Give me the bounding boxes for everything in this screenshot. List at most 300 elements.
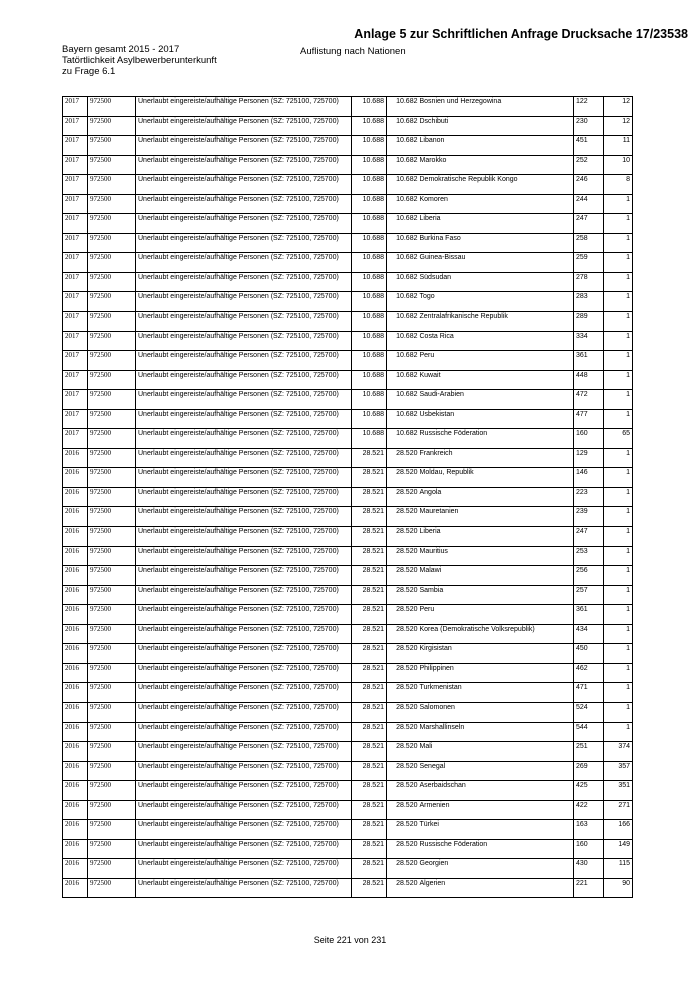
- cell-code: 972500: [88, 331, 136, 351]
- cell-cases: 10.682: [387, 253, 419, 273]
- cell-year: 2017: [63, 409, 88, 429]
- cell-code: 972500: [88, 253, 136, 273]
- table-row: [63, 468, 633, 488]
- table-row: [63, 605, 633, 625]
- cell-nation: Liberia: [419, 527, 574, 547]
- cell-nation: Marshallinseln: [419, 722, 574, 742]
- cell-code: 972500: [88, 155, 136, 175]
- cell-nation: Mauritius: [419, 546, 574, 566]
- cell-cases: 10.682: [387, 390, 419, 410]
- cell-nation: Korea (Demokratische Volksrepublik): [419, 624, 574, 644]
- cell-count: 12: [604, 97, 633, 117]
- table-row: [63, 429, 633, 449]
- cell-nation: Armenien: [419, 800, 574, 820]
- table-row: [63, 878, 633, 898]
- cell-count: 8: [604, 175, 633, 195]
- cell-total-cases: 28.521: [352, 468, 387, 488]
- cell-offense: Unerlaubt eingereiste/aufhältige Personen (SZ: 725100, 725700): [136, 116, 352, 136]
- cell-year: 2017: [63, 233, 88, 253]
- cell-count: 1: [604, 312, 633, 332]
- cell-nation: Malawi: [419, 566, 574, 586]
- cell-code: 972500: [88, 722, 136, 742]
- table-row: [63, 272, 633, 292]
- cell-year: 2016: [63, 585, 88, 605]
- cell-offense: Unerlaubt eingereiste/aufhältige Personen (SZ: 725100, 725700): [136, 800, 352, 820]
- cell-nation-code: 258: [574, 233, 604, 253]
- cell-offense: Unerlaubt eingereiste/aufhältige Personen (SZ: 725100, 725700): [136, 507, 352, 527]
- cell-nation: Russische Föderation: [419, 839, 574, 859]
- cell-code: 972500: [88, 820, 136, 840]
- table-row: [63, 214, 633, 234]
- cell-cases: 10.682: [387, 370, 419, 390]
- cell-cases: 28.520: [387, 722, 419, 742]
- table-row: [63, 448, 633, 468]
- cell-nation-code: 259: [574, 253, 604, 273]
- cell-year: 2016: [63, 702, 88, 722]
- cell-nation: Südsudan: [419, 272, 574, 292]
- cell-code: 972500: [88, 507, 136, 527]
- cell-count: 1: [604, 351, 633, 371]
- cell-nation: Mauretanien: [419, 507, 574, 527]
- cell-year: 2017: [63, 292, 88, 312]
- cell-nation: Dschibuti: [419, 116, 574, 136]
- cell-code: 972500: [88, 351, 136, 371]
- cell-nation: Algerien: [419, 878, 574, 898]
- cell-year: 2016: [63, 566, 88, 586]
- cell-nation-code: 471: [574, 683, 604, 703]
- cell-offense: Unerlaubt eingereiste/aufhältige Personen (SZ: 725100, 725700): [136, 233, 352, 253]
- table-row: [63, 546, 633, 566]
- table-row: [63, 702, 633, 722]
- cell-offense: Unerlaubt eingereiste/aufhältige Personen (SZ: 725100, 725700): [136, 292, 352, 312]
- cell-offense: Unerlaubt eingereiste/aufhältige Personen (SZ: 725100, 725700): [136, 820, 352, 840]
- cell-count: 1: [604, 507, 633, 527]
- cell-nation-code: 472: [574, 390, 604, 410]
- cell-code: 972500: [88, 878, 136, 898]
- cell-nation-code: 257: [574, 585, 604, 605]
- table-row: [63, 800, 633, 820]
- cell-offense: Unerlaubt eingereiste/aufhältige Personen (SZ: 725100, 725700): [136, 136, 352, 156]
- cell-count: 1: [604, 370, 633, 390]
- cell-nation-code: 146: [574, 468, 604, 488]
- cell-code: 972500: [88, 624, 136, 644]
- cell-count: 11: [604, 136, 633, 156]
- cell-code: 972500: [88, 312, 136, 332]
- cell-cases: 10.682: [387, 116, 419, 136]
- cell-total-cases: 10.688: [352, 253, 387, 273]
- cell-count: 1: [604, 409, 633, 429]
- cell-year: 2016: [63, 742, 88, 762]
- cell-offense: Unerlaubt eingereiste/aufhältige Personen (SZ: 725100, 725700): [136, 175, 352, 195]
- cell-code: 972500: [88, 409, 136, 429]
- cell-code: 972500: [88, 429, 136, 449]
- cell-total-cases: 10.688: [352, 390, 387, 410]
- cell-cases: 10.682: [387, 214, 419, 234]
- cell-year: 2017: [63, 155, 88, 175]
- table-row: [63, 331, 633, 351]
- cell-total-cases: 10.688: [352, 155, 387, 175]
- page-number: Seite 221 von 231: [313, 935, 387, 945]
- table-row: [63, 644, 633, 664]
- table-row: [63, 155, 633, 175]
- cell-nation-code: 422: [574, 800, 604, 820]
- cell-year: 2016: [63, 761, 88, 781]
- cell-total-cases: 10.688: [352, 370, 387, 390]
- cell-cases: 28.520: [387, 624, 419, 644]
- cell-cases: 10.682: [387, 312, 419, 332]
- cell-total-cases: 10.688: [352, 292, 387, 312]
- cell-cases: 28.520: [387, 683, 419, 703]
- cell-nation-code: 122: [574, 97, 604, 117]
- cell-total-cases: 10.688: [352, 116, 387, 136]
- cell-nation-code: 246: [574, 175, 604, 195]
- cell-cases: 28.520: [387, 605, 419, 625]
- cell-year: 2016: [63, 644, 88, 664]
- cell-cases: 28.520: [387, 448, 419, 468]
- cell-year: 2016: [63, 839, 88, 859]
- cell-code: 972500: [88, 272, 136, 292]
- table-body: [63, 97, 633, 898]
- cell-year: 2016: [63, 507, 88, 527]
- cell-nation: Peru: [419, 351, 574, 371]
- table-row: [63, 527, 633, 547]
- table-row: [63, 839, 633, 859]
- table-row: [63, 292, 633, 312]
- cell-offense: Unerlaubt eingereiste/aufhältige Personen (SZ: 725100, 725700): [136, 566, 352, 586]
- table-row: [63, 116, 633, 136]
- cell-year: 2016: [63, 820, 88, 840]
- cell-count: 1: [604, 663, 633, 683]
- cell-nation-code: 129: [574, 448, 604, 468]
- cell-code: 972500: [88, 136, 136, 156]
- cell-cases: 10.682: [387, 175, 419, 195]
- cell-nation-code: 163: [574, 820, 604, 840]
- cell-code: 972500: [88, 214, 136, 234]
- cell-total-cases: 10.688: [352, 312, 387, 332]
- cell-year: 2016: [63, 468, 88, 488]
- table-row: [63, 859, 633, 879]
- cell-code: 972500: [88, 742, 136, 762]
- cell-total-cases: 10.688: [352, 194, 387, 214]
- cell-cases: 10.682: [387, 155, 419, 175]
- cell-nation: Kirgisistan: [419, 644, 574, 664]
- cell-count: 374: [604, 742, 633, 762]
- cell-total-cases: 10.688: [352, 233, 387, 253]
- cell-code: 972500: [88, 781, 136, 801]
- cell-total-cases: 28.521: [352, 585, 387, 605]
- cell-nation-code: 462: [574, 663, 604, 683]
- cell-count: 12: [604, 116, 633, 136]
- cell-cases: 28.520: [387, 507, 419, 527]
- cell-cases: 10.682: [387, 351, 419, 371]
- cell-nation: Russische Föderation: [419, 429, 574, 449]
- cell-year: 2016: [63, 546, 88, 566]
- cell-nation-code: 269: [574, 761, 604, 781]
- cell-year: 2017: [63, 175, 88, 195]
- cell-count: 1: [604, 566, 633, 586]
- cell-offense: Unerlaubt eingereiste/aufhältige Personen (SZ: 725100, 725700): [136, 702, 352, 722]
- cell-total-cases: 10.688: [352, 175, 387, 195]
- cell-offense: Unerlaubt eingereiste/aufhältige Personen (SZ: 725100, 725700): [136, 722, 352, 742]
- cell-count: 166: [604, 820, 633, 840]
- cell-year: 2017: [63, 116, 88, 136]
- cell-nation-code: 252: [574, 155, 604, 175]
- cell-code: 972500: [88, 194, 136, 214]
- cell-offense: Unerlaubt eingereiste/aufhältige Personen (SZ: 725100, 725700): [136, 683, 352, 703]
- cell-offense: Unerlaubt eingereiste/aufhältige Personen (SZ: 725100, 725700): [136, 742, 352, 762]
- cell-offense: Unerlaubt eingereiste/aufhältige Personen (SZ: 725100, 725700): [136, 155, 352, 175]
- cell-cases: 28.520: [387, 487, 419, 507]
- cell-total-cases: 10.688: [352, 429, 387, 449]
- cell-cases: 28.520: [387, 663, 419, 683]
- cell-offense: Unerlaubt eingereiste/aufhältige Personen (SZ: 725100, 725700): [136, 214, 352, 234]
- cell-code: 972500: [88, 605, 136, 625]
- cell-nation-code: 434: [574, 624, 604, 644]
- cell-offense: Unerlaubt eingereiste/aufhältige Personen (SZ: 725100, 725700): [136, 761, 352, 781]
- table-row: [63, 742, 633, 762]
- cell-nation: Demokratische Republik Kongo: [419, 175, 574, 195]
- table-row: [63, 566, 633, 586]
- cell-offense: Unerlaubt eingereiste/aufhältige Personen (SZ: 725100, 725700): [136, 331, 352, 351]
- cell-total-cases: 28.521: [352, 781, 387, 801]
- cell-nation: Usbekistan: [419, 409, 574, 429]
- table-row: [63, 233, 633, 253]
- cell-nation: Salomonen: [419, 702, 574, 722]
- cell-nation-code: 247: [574, 527, 604, 547]
- cell-count: 1: [604, 605, 633, 625]
- cell-year: 2016: [63, 487, 88, 507]
- cell-nation-code: 160: [574, 429, 604, 449]
- table-row: [63, 136, 633, 156]
- cell-code: 972500: [88, 859, 136, 879]
- cell-total-cases: 28.521: [352, 487, 387, 507]
- cell-offense: Unerlaubt eingereiste/aufhältige Personen (SZ: 725100, 725700): [136, 429, 352, 449]
- cell-total-cases: 10.688: [352, 136, 387, 156]
- cell-cases: 10.682: [387, 331, 419, 351]
- cell-offense: Unerlaubt eingereiste/aufhältige Personen (SZ: 725100, 725700): [136, 468, 352, 488]
- cell-cases: 28.520: [387, 566, 419, 586]
- cell-nation: Türkei: [419, 820, 574, 840]
- cell-cases: 28.520: [387, 839, 419, 859]
- cell-year: 2016: [63, 800, 88, 820]
- cell-total-cases: 28.521: [352, 820, 387, 840]
- cell-cases: 28.520: [387, 546, 419, 566]
- cell-code: 972500: [88, 448, 136, 468]
- cell-year: 2016: [63, 624, 88, 644]
- cell-cases: 28.520: [387, 781, 419, 801]
- cell-count: 1: [604, 468, 633, 488]
- cell-nation: Libanon: [419, 136, 574, 156]
- cell-count: 1: [604, 214, 633, 234]
- subtitle-line-3: zu Frage 6.1: [62, 66, 116, 77]
- cell-nation: Komoren: [419, 194, 574, 214]
- cell-nation-code: 334: [574, 331, 604, 351]
- cell-cases: 28.520: [387, 468, 419, 488]
- cell-total-cases: 28.521: [352, 566, 387, 586]
- cell-total-cases: 28.521: [352, 527, 387, 547]
- cell-total-cases: 28.521: [352, 839, 387, 859]
- cell-nation-code: 247: [574, 214, 604, 234]
- cell-cases: 10.682: [387, 409, 419, 429]
- nations-table: [62, 96, 633, 898]
- cell-offense: Unerlaubt eingereiste/aufhältige Personen (SZ: 725100, 725700): [136, 781, 352, 801]
- cell-cases: 28.520: [387, 878, 419, 898]
- cell-cases: 28.520: [387, 644, 419, 664]
- cell-offense: Unerlaubt eingereiste/aufhältige Personen (SZ: 725100, 725700): [136, 839, 352, 859]
- table-row: [63, 175, 633, 195]
- table-row: [63, 507, 633, 527]
- cell-cases: 10.682: [387, 292, 419, 312]
- cell-year: 2017: [63, 253, 88, 273]
- cell-count: 149: [604, 839, 633, 859]
- cell-nation: Costa Rica: [419, 331, 574, 351]
- cell-count: 65: [604, 429, 633, 449]
- cell-year: 2017: [63, 97, 88, 117]
- cell-nation: Peru: [419, 605, 574, 625]
- cell-total-cases: 10.688: [352, 214, 387, 234]
- cell-year: 2017: [63, 351, 88, 371]
- cell-nation: Marokko: [419, 155, 574, 175]
- cell-code: 972500: [88, 663, 136, 683]
- cell-code: 972500: [88, 97, 136, 117]
- cell-code: 972500: [88, 390, 136, 410]
- cell-count: 1: [604, 272, 633, 292]
- cell-nation: Angola: [419, 487, 574, 507]
- cell-nation-code: 244: [574, 194, 604, 214]
- cell-year: 2017: [63, 136, 88, 156]
- cell-offense: Unerlaubt eingereiste/aufhältige Personen (SZ: 725100, 725700): [136, 194, 352, 214]
- cell-offense: Unerlaubt eingereiste/aufhältige Personen (SZ: 725100, 725700): [136, 351, 352, 371]
- cell-cases: 28.520: [387, 859, 419, 879]
- cell-year: 2016: [63, 722, 88, 742]
- cell-count: 1: [604, 624, 633, 644]
- cell-offense: Unerlaubt eingereiste/aufhältige Personen (SZ: 725100, 725700): [136, 546, 352, 566]
- cell-nation-code: 451: [574, 136, 604, 156]
- cell-nation: Turkmenistan: [419, 683, 574, 703]
- cell-total-cases: 28.521: [352, 859, 387, 879]
- cell-total-cases: 10.688: [352, 97, 387, 117]
- cell-year: 2017: [63, 312, 88, 332]
- cell-nation: Philippinen: [419, 663, 574, 683]
- cell-count: 1: [604, 487, 633, 507]
- cell-code: 972500: [88, 683, 136, 703]
- cell-offense: Unerlaubt eingereiste/aufhältige Personen (SZ: 725100, 725700): [136, 605, 352, 625]
- cell-code: 972500: [88, 585, 136, 605]
- cell-cases: 10.682: [387, 194, 419, 214]
- cell-offense: Unerlaubt eingereiste/aufhältige Personen (SZ: 725100, 725700): [136, 370, 352, 390]
- cell-year: 2017: [63, 214, 88, 234]
- table-row: [63, 97, 633, 117]
- cell-code: 972500: [88, 487, 136, 507]
- cell-offense: Unerlaubt eingereiste/aufhältige Personen (SZ: 725100, 725700): [136, 644, 352, 664]
- cell-cases: 28.520: [387, 800, 419, 820]
- cell-nation-code: 160: [574, 839, 604, 859]
- cell-offense: Unerlaubt eingereiste/aufhältige Personen (SZ: 725100, 725700): [136, 624, 352, 644]
- cell-offense: Unerlaubt eingereiste/aufhältige Personen (SZ: 725100, 725700): [136, 585, 352, 605]
- cell-nation-code: 278: [574, 272, 604, 292]
- listing-caption: Auflistung nach Nationen: [300, 46, 406, 57]
- cell-year: 2017: [63, 194, 88, 214]
- cell-count: 1: [604, 253, 633, 273]
- document-title: Anlage 5 zur Schriftlichen Anfrage Drucksache 17/23538: [354, 27, 688, 41]
- cell-year: 2016: [63, 448, 88, 468]
- cell-code: 972500: [88, 370, 136, 390]
- cell-offense: Unerlaubt eingereiste/aufhältige Personen (SZ: 725100, 725700): [136, 409, 352, 429]
- cell-total-cases: 28.521: [352, 546, 387, 566]
- cell-count: 1: [604, 585, 633, 605]
- cell-nation: Moldau, Republik: [419, 468, 574, 488]
- cell-offense: Unerlaubt eingereiste/aufhältige Personen (SZ: 725100, 725700): [136, 859, 352, 879]
- cell-code: 972500: [88, 546, 136, 566]
- cell-nation-code: 223: [574, 487, 604, 507]
- cell-year: 2016: [63, 859, 88, 879]
- cell-nation: Burkina Faso: [419, 233, 574, 253]
- cell-code: 972500: [88, 566, 136, 586]
- cell-nation: Frankreich: [419, 448, 574, 468]
- table-row: [63, 253, 633, 273]
- cell-nation-code: 544: [574, 722, 604, 742]
- cell-count: 271: [604, 800, 633, 820]
- cell-count: 1: [604, 194, 633, 214]
- cell-nation: Saudi-Arabien: [419, 390, 574, 410]
- cell-count: 90: [604, 878, 633, 898]
- cell-nation-code: 239: [574, 507, 604, 527]
- cell-year: 2016: [63, 781, 88, 801]
- cell-total-cases: 28.521: [352, 448, 387, 468]
- cell-nation: Togo: [419, 292, 574, 312]
- cell-offense: Unerlaubt eingereiste/aufhältige Personen (SZ: 725100, 725700): [136, 487, 352, 507]
- cell-count: 10: [604, 155, 633, 175]
- cell-nation-code: 477: [574, 409, 604, 429]
- cell-nation-code: 289: [574, 312, 604, 332]
- cell-cases: 28.520: [387, 761, 419, 781]
- cell-nation: Liberia: [419, 214, 574, 234]
- cell-count: 1: [604, 546, 633, 566]
- cell-year: 2017: [63, 331, 88, 351]
- cell-nation-code: 448: [574, 370, 604, 390]
- table-row: [63, 820, 633, 840]
- cell-cases: 10.682: [387, 97, 419, 117]
- cell-total-cases: 10.688: [352, 351, 387, 371]
- cell-nation-code: 524: [574, 702, 604, 722]
- cell-count: 1: [604, 527, 633, 547]
- cell-cases: 28.520: [387, 527, 419, 547]
- cell-total-cases: 28.521: [352, 605, 387, 625]
- cell-count: 1: [604, 702, 633, 722]
- cell-total-cases: 10.688: [352, 409, 387, 429]
- cell-offense: Unerlaubt eingereiste/aufhältige Personen (SZ: 725100, 725700): [136, 97, 352, 117]
- table-row: [63, 761, 633, 781]
- cell-nation-code: 361: [574, 605, 604, 625]
- cell-cases: 10.682: [387, 272, 419, 292]
- cell-total-cases: 28.521: [352, 702, 387, 722]
- cell-total-cases: 28.521: [352, 878, 387, 898]
- table-row: [63, 390, 633, 410]
- cell-code: 972500: [88, 527, 136, 547]
- cell-nation: Georgien: [419, 859, 574, 879]
- cell-year: 2017: [63, 272, 88, 292]
- cell-cases: 28.520: [387, 820, 419, 840]
- cell-year: 2016: [63, 663, 88, 683]
- table-row: [63, 194, 633, 214]
- cell-nation-code: 221: [574, 878, 604, 898]
- cell-count: 357: [604, 761, 633, 781]
- cell-total-cases: 10.688: [352, 272, 387, 292]
- cell-cases: 28.520: [387, 742, 419, 762]
- cell-year: 2017: [63, 390, 88, 410]
- table-row: [63, 487, 633, 507]
- cell-count: 1: [604, 233, 633, 253]
